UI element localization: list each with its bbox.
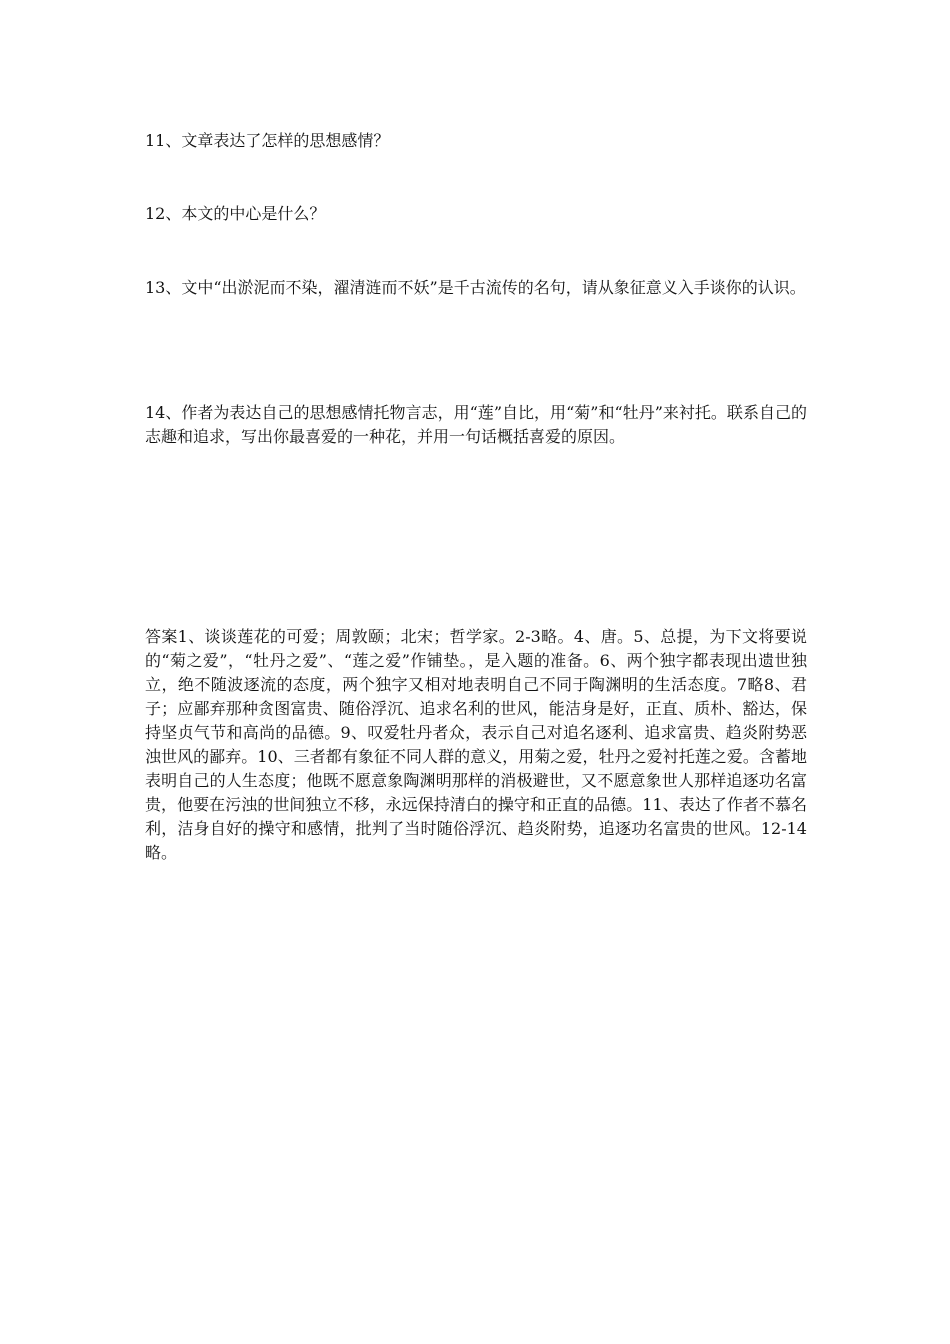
question-11: 11、文章表达了怎样的思想感情？ xyxy=(145,131,390,150)
question-12: 12、本文的中心是什么？ xyxy=(145,204,326,223)
answer-key: 答案1、谈谈莲花的可爱；周敦颐；北宋；哲学家。2-3略。4、唐。5、总提，为下文将要说的“菊之爱”，“牡丹之爱”、“莲之爱”作铺垫。，是入题的准备。6、两个独字都表现出遗世独立，绝不随波逐流的态度，两个独字又相对地表明自己不同于陶渊明的生活态度。7略8、君子；应鄙弃那种贪图富贵、随俗浮沉、追求名利的世风，能洁身是好，正直、质朴、豁达，保持坚贞气节和高尚的品德。9、叹爱牡丹者众，表示自己对追名逐利、追求富贵、趋炎附势恶浊世风的鄙弃。10、三者都有象征不同人群的意义，用菊之爱，牡丹之爱衬托莲之爱。含蓄地表明自己的人生态度；他既不愿意象陶渊明那样的消极避世，又不愿意象世人那样追逐功名富贵，他要在污浊的世间独立不移，永远保持清白的操守和正直的品德。11、表达了作者不慕名利，洁身自好的操守和感情，批判了当时随俗浮沉、趋炎附势，追逐功名富贵的世风。12-14略。 xyxy=(145,627,807,862)
question-14: 14、作者为表达自己的思想感情托物言志，用“莲”自比，用“菊”和“牡丹”来衬托。联系自己的志趣和追求，写出你最喜爱的一种花，并用一句话概括喜爱的原因。 xyxy=(145,403,807,446)
question-13: 13、文中“出淤泥而不染，濯清涟而不妖”是千古流传的名句，请从象征意义入手谈你的认识。 xyxy=(145,278,806,297)
